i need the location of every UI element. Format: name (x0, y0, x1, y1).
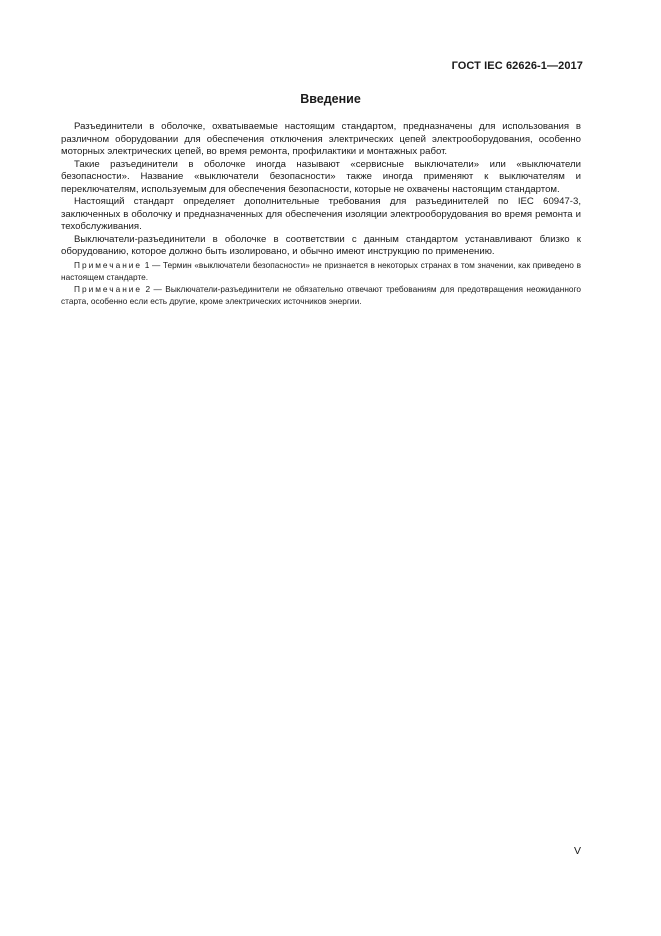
note-1 (61, 259, 581, 283)
note-2-label: Примечание (74, 283, 143, 294)
note-1-label: Примечание (74, 259, 143, 270)
paragraph-2: Такие разъединители в оболочке иногда называют «сервисные выключатели» или «выключатели безопасности». Название «выключатели безопасности» также иногда применяют к выключателям и переключателям, используемым для обеспечения безопасности, которые не охвачены настоящим стандартом. (61, 158, 581, 195)
paragraph-1: Разъединители в оболочке, охватываемые настоящим стандартом, предназначены для использования в различном оборудовании для обеспечения отключения электрических цепей электрооборудования, особенно моторных электрических цепей, во время ремонта, профилактики и монтажных работ. (61, 121, 581, 157)
note-2-number: 2 (145, 283, 151, 294)
section-title: Введение (300, 92, 361, 106)
note-2-text: — Выключатели-разъединители не обязательно отвечают требованиям для предотвращения неожиданного старта, особенно если есть другие, кроме электрических источников энергии. (61, 283, 582, 306)
paragraph-4: Выключатели-разъединители в оболочке в соответствии с данным стандартом устанавливают близко к оборудованию, которое должно быть изолировано, и обычно имеют инструкцию по применению. (61, 233, 581, 257)
document-body (61, 121, 581, 307)
note-2 (61, 283, 581, 307)
paragraph-3: Настоящий стандарт определяет дополнительные требования для разъединителей по IEC 60947-3, заключенных в оболочку и предназначенных для обеспечения изоляции электрооборудования во время ремонта и техобслуживания. (61, 196, 581, 232)
note-1-text: — Термин «выключатели безопасности» не признается в некоторых странах в том значении, как приведено в настоящем стандарте. (61, 259, 581, 282)
page-number: V (573, 845, 581, 857)
note-1-number: 1 (144, 259, 150, 270)
standard-code: ГОСТ IEC 62626-1—2017 (451, 60, 583, 72)
